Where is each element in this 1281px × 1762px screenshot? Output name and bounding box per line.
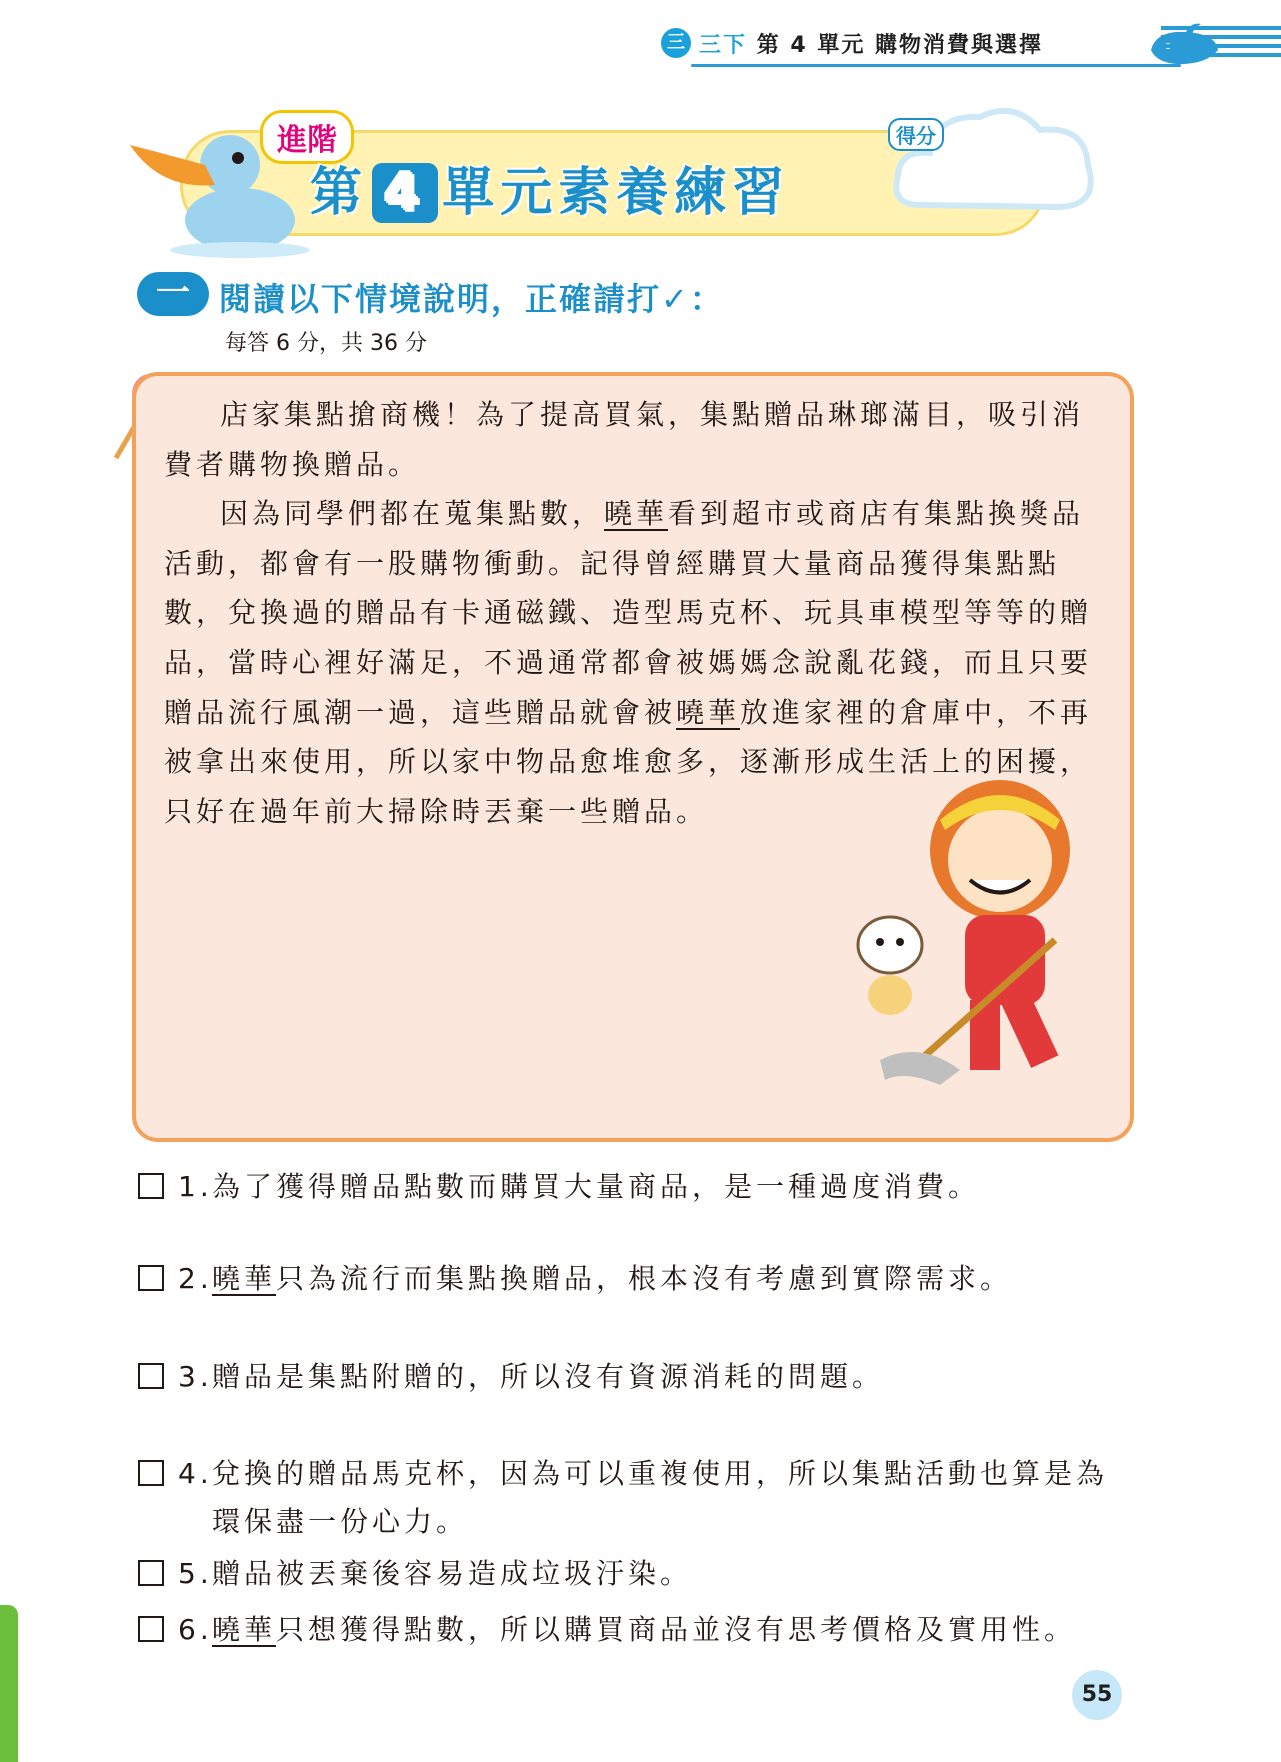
answer-checkbox[interactable]	[138, 1265, 164, 1291]
header-divider	[691, 64, 1181, 67]
story-segment: 放進家裡的倉庫中，不再被拿出來使用，所以家中物品愈堆愈多，逐漸形成生活上的困擾，只好在過年前大掃除時丟棄一些贈品。	[164, 695, 1093, 828]
answer-checkbox[interactable]	[138, 1616, 164, 1642]
character-name: 曉華	[604, 497, 669, 531]
question-text	[212, 1606, 1132, 1654]
score-cloud-icon	[890, 95, 1100, 235]
section-number: 一	[137, 272, 209, 316]
question-number: 4.	[178, 1457, 213, 1490]
unit-label: 第 4 單元 購物消費與選擇	[756, 33, 1043, 58]
character-name: 曉華	[676, 695, 741, 729]
character-name: 曉華	[212, 1262, 277, 1295]
question-number: 1.	[178, 1170, 213, 1203]
unit-header-text	[699, 28, 1043, 59]
grade-badge: 三	[661, 28, 691, 58]
question-text: 贈品被丟棄後容易造成垃圾汙染。	[212, 1557, 693, 1590]
section-heading	[137, 272, 937, 318]
grade-label: 三下	[699, 33, 748, 58]
question-text: 為了獲得贈品點數而購買大量商品，是一種過度消費。	[212, 1170, 981, 1203]
story-paragraph: 店家集點搶商機！為了提高買氣，集點贈品琳瑯滿目，吸引消費者購物換贈品。	[164, 398, 1085, 481]
answer-checkbox[interactable]	[138, 1363, 164, 1389]
question-text: 兌換的贈品馬克杯，因為可以重複使用，所以集點活動也算是為環保盡一份心力。	[212, 1457, 1109, 1538]
answer-checkbox[interactable]	[138, 1560, 164, 1586]
question-number: 2.	[178, 1262, 213, 1295]
question-number: 5.	[178, 1557, 213, 1590]
question-text-body: 只為流行而集點換贈品，根本沒有考慮到實際需求。	[276, 1262, 1013, 1295]
character-name: 曉華	[212, 1613, 277, 1646]
title-prefix: 第	[310, 163, 369, 223]
answer-checkbox[interactable]	[138, 1460, 164, 1486]
page-title	[310, 150, 790, 225]
scoring-note: 每答 6 分，共 36 分	[225, 331, 427, 356]
side-tab-decoration	[0, 1605, 18, 1762]
header-stripes	[1161, 26, 1281, 74]
question-text	[212, 1255, 1132, 1303]
question-text-body: 只想獲得點數，所以購買商品並沒有思考價格及實用性。	[276, 1613, 1077, 1646]
question-number: 3.	[178, 1360, 213, 1393]
girl-sweeping-illustration	[880, 770, 1130, 1090]
score-label: 得分	[888, 118, 944, 151]
story-segment: 看到超市或商店有集點換獎品活動，都會有一股購物衝動。記得曾經購買大量商品獲得集點點數，兌換過的贈品有卡通磁鐵、造型馬克杯、玩具車模型等等的贈品，當時心裡好滿足，不過通常都會被媽媽念說亂花錢，而且只要贈品流行風潮一過，這些贈品就會被	[164, 497, 1093, 729]
advanced-label: 進階	[260, 110, 354, 164]
answer-checkbox[interactable]	[138, 1173, 164, 1199]
question-number: 6.	[178, 1613, 213, 1646]
page-number: 55	[1072, 1670, 1122, 1720]
page-header	[661, 20, 1281, 66]
section-instruction: 閱讀以下情境說明，正確請打✓：	[219, 280, 724, 318]
question-text: 贈品是集點附贈的，所以沒有資源消耗的問題。	[212, 1360, 885, 1393]
title-suffix: 單元素養練習	[442, 163, 791, 223]
story-segment: 因為同學們都在蒐集點數，	[220, 497, 605, 531]
title-number: 4	[372, 163, 438, 223]
